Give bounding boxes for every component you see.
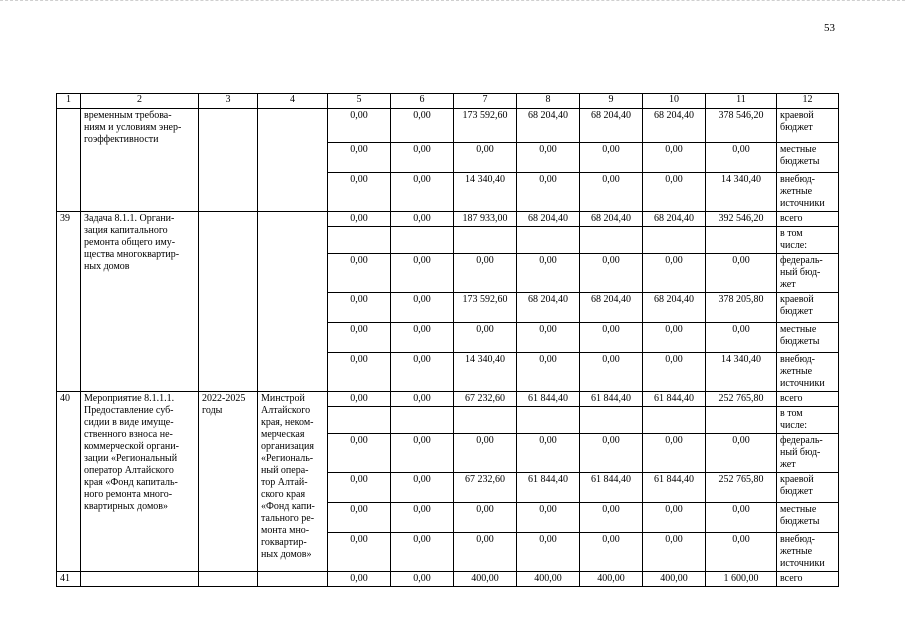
amount-cell-col-5: 0,00 [328, 533, 391, 572]
executor-cell [258, 572, 328, 587]
amount-cell-col-8: 0,00 [517, 323, 580, 353]
funding-source-cell: всего [777, 572, 839, 587]
amount-cell-col-11: 1 600,00 [706, 572, 777, 587]
amount-cell-col-7: 173 592,60 [454, 109, 517, 143]
funding-source-cell: внебюд- жетные источники [777, 533, 839, 572]
amount-cell-col-10: 68 204,40 [643, 109, 706, 143]
header-col-12: 12 [777, 94, 839, 109]
amount-cell-col-10: 0,00 [643, 353, 706, 392]
amount-cell-col-11 [706, 407, 777, 434]
amount-cell-col-9: 0,00 [580, 353, 643, 392]
funding-source-cell: местные бюджеты [777, 143, 839, 173]
amount-cell-col-9: 68 204,40 [580, 293, 643, 323]
amount-cell-col-8: 400,00 [517, 572, 580, 587]
period-cell [199, 572, 258, 587]
header-col-5: 5 [328, 94, 391, 109]
amount-cell-col-6: 0,00 [391, 173, 454, 212]
amount-cell-col-7: 0,00 [454, 143, 517, 173]
funding-source-cell: внебюд- жетные источники [777, 353, 839, 392]
amount-cell-col-7: 67 232,60 [454, 392, 517, 407]
amount-cell-col-6: 0,00 [391, 293, 454, 323]
funding-source-cell: федераль- ный бюд- жет [777, 434, 839, 473]
header-col-4: 4 [258, 94, 328, 109]
amount-cell-col-6: 0,00 [391, 533, 454, 572]
amount-cell-col-7: 0,00 [454, 503, 517, 533]
amount-cell-col-5 [328, 407, 391, 434]
amount-cell-col-11: 14 340,40 [706, 353, 777, 392]
amount-cell-col-5 [328, 227, 391, 254]
period-cell: 2022-2025 годы [199, 392, 258, 572]
amount-cell-col-11: 378 546,20 [706, 109, 777, 143]
amount-cell-col-10: 68 204,40 [643, 212, 706, 227]
amount-cell-col-11 [706, 227, 777, 254]
amount-cell-col-6: 0,00 [391, 572, 454, 587]
amount-cell-col-11: 392 546,20 [706, 212, 777, 227]
amount-cell-col-10: 61 844,40 [643, 473, 706, 503]
amount-cell-col-8: 0,00 [517, 143, 580, 173]
amount-cell-col-5: 0,00 [328, 434, 391, 473]
amount-cell-col-8: 68 204,40 [517, 212, 580, 227]
budget-table [56, 93, 839, 587]
amount-cell-col-6: 0,00 [391, 503, 454, 533]
funding-source-cell: в том числе: [777, 407, 839, 434]
page-number: 53 [824, 22, 835, 34]
amount-cell-col-9 [580, 407, 643, 434]
page-top-edge [0, 0, 905, 1]
amount-cell-col-11: 378 205,80 [706, 293, 777, 323]
amount-cell-col-9: 0,00 [580, 323, 643, 353]
header-col-6: 6 [391, 94, 454, 109]
table-row [57, 572, 839, 587]
amount-cell-col-8: 68 204,40 [517, 293, 580, 323]
amount-cell-col-8: 68 204,40 [517, 109, 580, 143]
amount-cell-col-8: 0,00 [517, 434, 580, 473]
amount-cell-col-5: 0,00 [328, 293, 391, 323]
funding-source-cell: местные бюджеты [777, 323, 839, 353]
amount-cell-col-6: 0,00 [391, 473, 454, 503]
period-cell [199, 109, 258, 212]
header-row [57, 94, 839, 109]
amount-cell-col-8 [517, 227, 580, 254]
executor-cell [258, 109, 328, 212]
amount-cell-col-6: 0,00 [391, 353, 454, 392]
executor-cell: Минстрой Алтайского края, неком- мерческая организация «Региональ- ный опера- тор Алтай- ского края «Фонд капи- тального ре- монта мно- гоквартир- ных домов» [258, 392, 328, 572]
amount-cell-col-10: 0,00 [643, 254, 706, 293]
amount-cell-col-7: 400,00 [454, 572, 517, 587]
amount-cell-col-7: 0,00 [454, 533, 517, 572]
amount-cell-col-8: 61 844,40 [517, 392, 580, 407]
amount-cell-col-5: 0,00 [328, 572, 391, 587]
row-number-cell: 40 [57, 392, 81, 572]
funding-source-cell: местные бюджеты [777, 503, 839, 533]
amount-cell-col-11: 252 765,80 [706, 473, 777, 503]
table-body [57, 94, 839, 587]
amount-cell-col-7: 14 340,40 [454, 173, 517, 212]
amount-cell-col-6: 0,00 [391, 434, 454, 473]
activity-name-cell [81, 572, 199, 587]
amount-cell-col-5: 0,00 [328, 254, 391, 293]
amount-cell-col-8: 0,00 [517, 353, 580, 392]
amount-cell-col-7: 173 592,60 [454, 293, 517, 323]
amount-cell-col-11: 0,00 [706, 434, 777, 473]
header-col-8: 8 [517, 94, 580, 109]
amount-cell-col-9: 0,00 [580, 254, 643, 293]
amount-cell-col-9: 0,00 [580, 503, 643, 533]
period-cell [199, 212, 258, 392]
table-row [57, 212, 839, 227]
funding-source-cell: краевой бюджет [777, 473, 839, 503]
amount-cell-col-5: 0,00 [328, 143, 391, 173]
funding-source-cell: краевой бюджет [777, 293, 839, 323]
amount-cell-col-6: 0,00 [391, 212, 454, 227]
amount-cell-col-10: 68 204,40 [643, 293, 706, 323]
amount-cell-col-6: 0,00 [391, 392, 454, 407]
amount-cell-col-11: 0,00 [706, 143, 777, 173]
amount-cell-col-9: 61 844,40 [580, 473, 643, 503]
executor-cell [258, 212, 328, 392]
row-number-cell: 39 [57, 212, 81, 392]
funding-source-cell: федераль- ный бюд- жет [777, 254, 839, 293]
amount-cell-col-8: 0,00 [517, 254, 580, 293]
amount-cell-col-8: 0,00 [517, 173, 580, 212]
table-row [57, 392, 839, 407]
amount-cell-col-11: 14 340,40 [706, 173, 777, 212]
amount-cell-col-10 [643, 227, 706, 254]
amount-cell-col-5: 0,00 [328, 323, 391, 353]
amount-cell-col-6: 0,00 [391, 254, 454, 293]
amount-cell-col-6: 0,00 [391, 109, 454, 143]
amount-cell-col-11: 0,00 [706, 503, 777, 533]
amount-cell-col-6 [391, 407, 454, 434]
amount-cell-col-5: 0,00 [328, 392, 391, 407]
header-col-3: 3 [199, 94, 258, 109]
amount-cell-col-10: 0,00 [643, 503, 706, 533]
amount-cell-col-8: 0,00 [517, 533, 580, 572]
amount-cell-col-11: 252 765,80 [706, 392, 777, 407]
amount-cell-col-5: 0,00 [328, 503, 391, 533]
funding-source-cell: в том числе: [777, 227, 839, 254]
amount-cell-col-5: 0,00 [328, 212, 391, 227]
amount-cell-col-6: 0,00 [391, 143, 454, 173]
amount-cell-col-9: 0,00 [580, 143, 643, 173]
header-col-2: 2 [81, 94, 199, 109]
amount-cell-col-8: 0,00 [517, 503, 580, 533]
header-col-7: 7 [454, 94, 517, 109]
amount-cell-col-9: 68 204,40 [580, 109, 643, 143]
funding-source-cell: внебюд- жетные источники [777, 173, 839, 212]
amount-cell-col-5: 0,00 [328, 473, 391, 503]
amount-cell-col-6 [391, 227, 454, 254]
amount-cell-col-10: 0,00 [643, 173, 706, 212]
amount-cell-col-10: 400,00 [643, 572, 706, 587]
amount-cell-col-7: 14 340,40 [454, 353, 517, 392]
amount-cell-col-7: 187 933,00 [454, 212, 517, 227]
amount-cell-col-9: 400,00 [580, 572, 643, 587]
amount-cell-col-11: 0,00 [706, 323, 777, 353]
amount-cell-col-9: 0,00 [580, 434, 643, 473]
row-number-cell [57, 109, 81, 212]
row-number-cell: 41 [57, 572, 81, 587]
amount-cell-col-10 [643, 407, 706, 434]
amount-cell-col-10: 0,00 [643, 323, 706, 353]
funding-source-cell: всего [777, 212, 839, 227]
amount-cell-col-7: 0,00 [454, 254, 517, 293]
amount-cell-col-9 [580, 227, 643, 254]
amount-cell-col-11: 0,00 [706, 254, 777, 293]
amount-cell-col-9: 68 204,40 [580, 212, 643, 227]
amount-cell-col-7 [454, 407, 517, 434]
funding-source-cell: краевой бюджет [777, 109, 839, 143]
amount-cell-col-10: 61 844,40 [643, 392, 706, 407]
table-row [57, 109, 839, 143]
header-col-10: 10 [643, 94, 706, 109]
amount-cell-col-10: 0,00 [643, 434, 706, 473]
amount-cell-col-7 [454, 227, 517, 254]
amount-cell-col-7: 67 232,60 [454, 473, 517, 503]
amount-cell-col-5: 0,00 [328, 109, 391, 143]
amount-cell-col-10: 0,00 [643, 533, 706, 572]
header-col-1: 1 [57, 94, 81, 109]
amount-cell-col-11: 0,00 [706, 533, 777, 572]
funding-source-cell: всего [777, 392, 839, 407]
activity-name-cell: временным требова- ниям и условиям энер- гоэффективности [81, 109, 199, 212]
amount-cell-col-5: 0,00 [328, 173, 391, 212]
activity-name-cell: Задача 8.1.1. Органи- зация капитального ремонта общего иму- щества многоквартир- ных домов [81, 212, 199, 392]
amount-cell-col-7: 0,00 [454, 434, 517, 473]
amount-cell-col-9: 61 844,40 [580, 392, 643, 407]
header-col-9: 9 [580, 94, 643, 109]
amount-cell-col-8 [517, 407, 580, 434]
amount-cell-col-9: 0,00 [580, 533, 643, 572]
activity-name-cell: Мероприятие 8.1.1.1. Предоставление суб- сидии в виде имуще- ственного взноса не- коммерческой органи- зации «Региональный оператор Алтайского края «Фонд капиталь- ного ремонта много- квартирных домов» [81, 392, 199, 572]
amount-cell-col-5: 0,00 [328, 353, 391, 392]
amount-cell-col-9: 0,00 [580, 173, 643, 212]
amount-cell-col-6: 0,00 [391, 323, 454, 353]
header-col-11: 11 [706, 94, 777, 109]
amount-cell-col-7: 0,00 [454, 323, 517, 353]
amount-cell-col-10: 0,00 [643, 143, 706, 173]
amount-cell-col-8: 61 844,40 [517, 473, 580, 503]
